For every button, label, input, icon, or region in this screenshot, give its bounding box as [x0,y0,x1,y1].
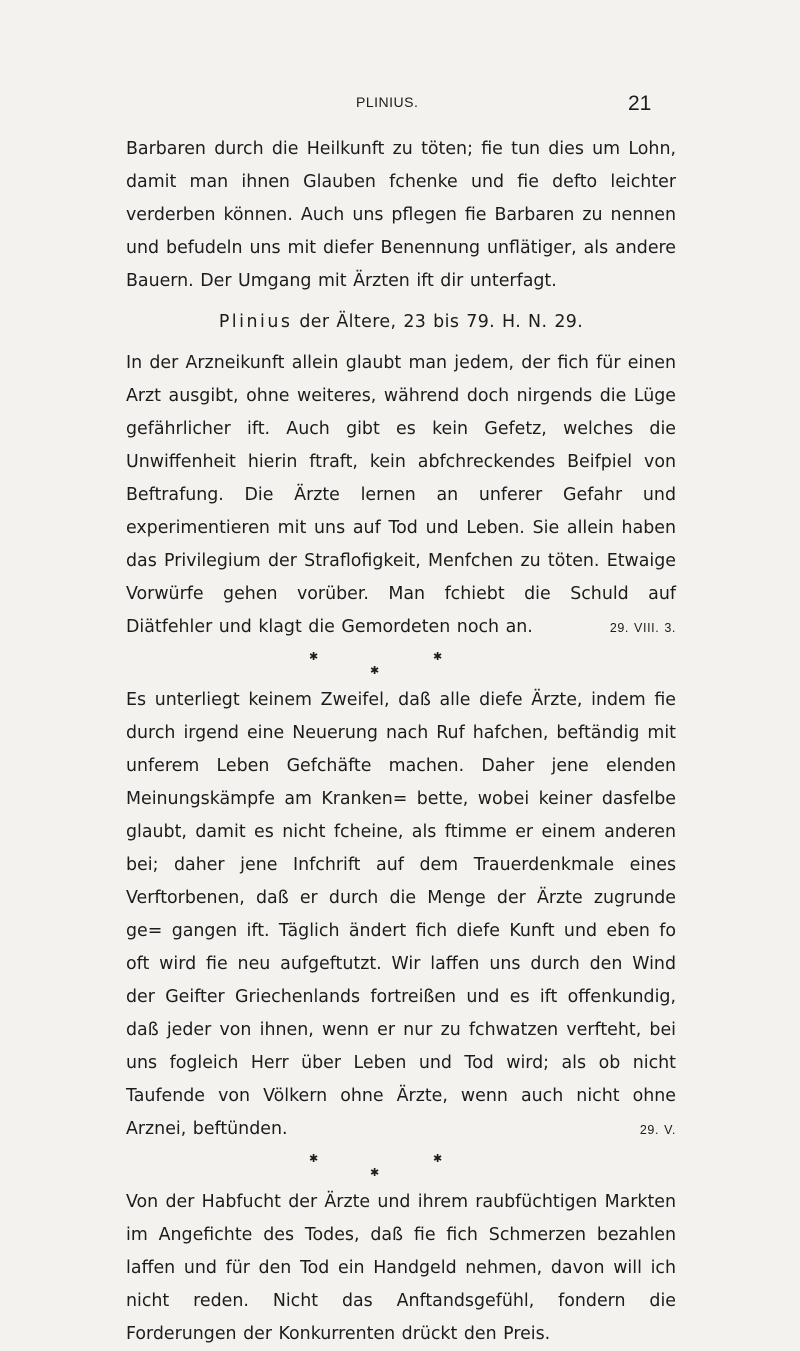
asterisk-icon: ✱ [370,1166,380,1179]
asterisk-icon: ✱ [309,1152,319,1165]
asterism-divider [126,644,676,684]
heading-author: Plinius [218,312,293,332]
asterisk-icon: ✱ [309,650,319,663]
paragraph [126,347,676,644]
asterisk-icon: ✱ [433,650,443,663]
paragraph [126,684,676,1146]
source-reference: 29. V. [639,1123,676,1137]
paragraph: Barbaren durch die Heilkunft zu töten; fie tun dies um Lohn, damit man ihnen Glauben fchenke und fie defto leichter verderben können. Auch uns pflegen fie Barbaren zu nennen und befudeln uns mit diefer Benennung unflätiger, als andere Bauern. Der Umgang mit Ärzten ift dir unterfagt. [126,139,676,291]
asterisk-icon: ✱ [370,664,380,677]
source-reference: 29. VIII. 3. [609,621,676,635]
paragraph-text: In der Arzneikunft allein glaubt man jedem, der fich für einen Arzt ausgibt, ohne weiteres, während doch nirgends die Lüge gefährlicher ift. Auch gibt es kein Gefetz, welches die Unwiffenheit hierin ftraft, kein abfchreckendes Beifpiel von Beftrafung. Die Ärzte lernen an unferer Gefahr und experimentieren mit uns auf Tod und Leben. Sie allein haben das Privilegium der Straflofigkeit, Menfchen zu töten. Etwaige Vorwürfe gehen vorüber. Man fchiebt die Schuld auf Diätfehler und klagt die Gemordeten noch an. [126,353,676,637]
asterism-divider [126,1146,676,1186]
page-header [0,92,800,122]
heading-details: der Ältere, 23 bis 79. H. N. 29. [299,312,584,332]
paragraph-text: Es unterliegt keinem Zweifel, daß alle diefe Ärzte, indem fie durch irgend eine Neuerung nach Ruf hafchen, beftändig mit unferem Leben Gefchäfte machen. Daher jene elenden Meinungskämpfe am Kranken= bette, wobei keiner dasfelbe glaubt, damit es nicht fcheine, als ftimme er einem anderen bei; daher jene Infchrift auf dem Trauerdenkmale eines Verftorbenen, daß er durch die Menge der Ärzte zugrunde ge= gangen ift. Täglich ändert fich diefe Kunft und eben fo oft wird fie neu aufgeftutzt. Wir laffen uns durch den Wind der Geifter Griechenlands fortreißen und es ift offenkundig, daß jeder von ihnen, wenn er nur zu fchwatzen verfteht, bei uns fogleich Herr über Leben und Tod wird; als ob nicht Taufende von Völkern ohne Ärzte, wenn auch nicht ohne Arznei, beftünden. [126,690,676,1139]
body-text [126,133,676,1351]
paragraph: Von der Habfucht der Ärzte und ihrem raubfüchtigen Markten im Angefichte des Todes, daß fie fich Schmerzen bezahlen laffen und für den Tod ein Handgeld nehmen, davon will ich nicht reden. Nicht das Anftandsgefühl, fondern die Forderungen der Konkurrenten drückt den Preis. [126,1192,676,1344]
section-heading [126,306,676,339]
running-title: PLINIUS. [356,94,419,110]
page-number: 21 [628,92,652,115]
asterisk-icon: ✱ [433,1152,443,1165]
